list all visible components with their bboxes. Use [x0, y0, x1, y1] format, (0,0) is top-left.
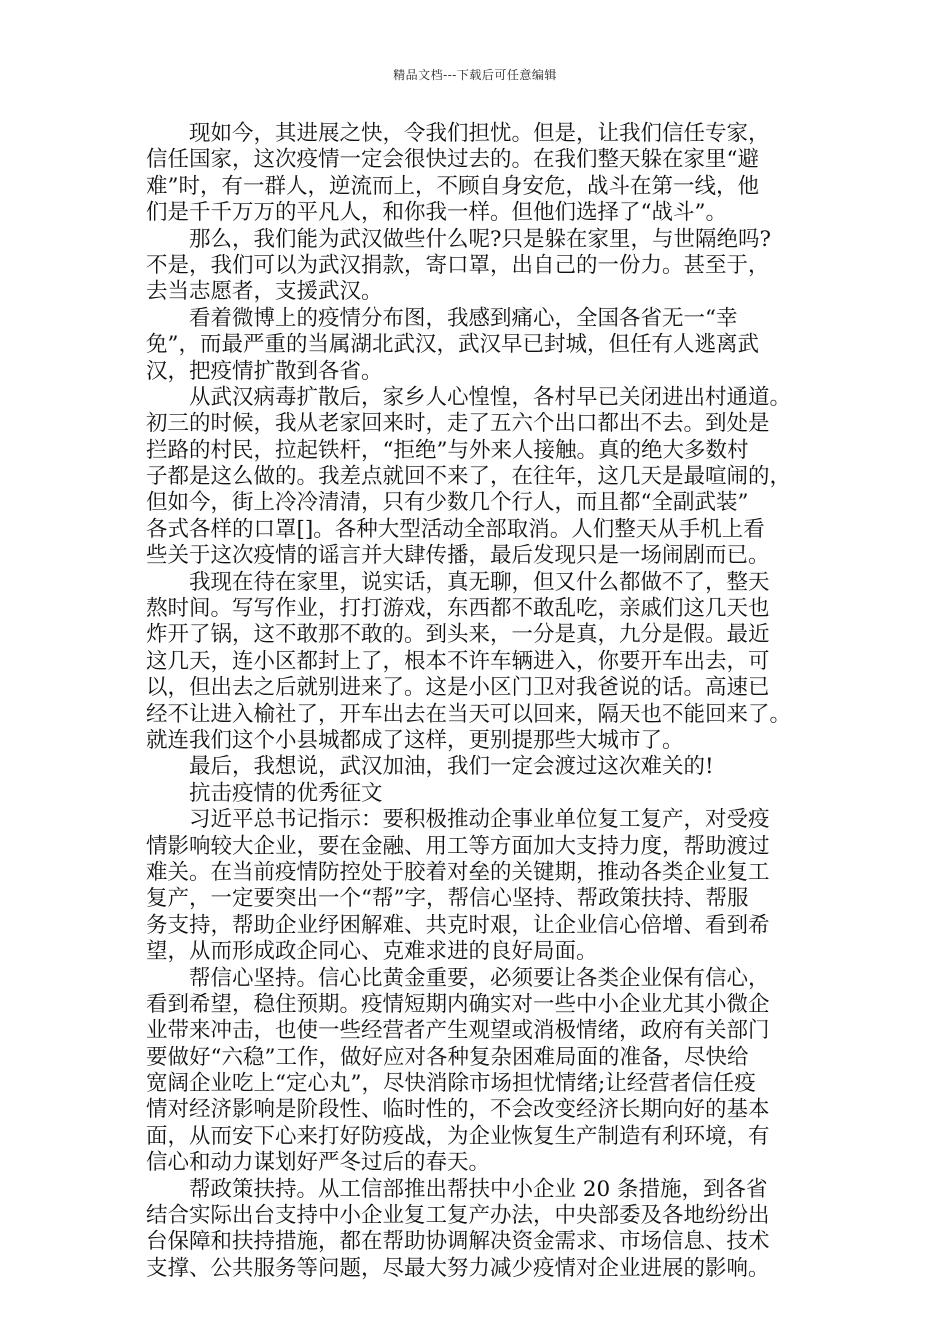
text-line: 这几天，连小区都封上了，根本不许车辆进入，你要开车出去，可 [146, 648, 770, 674]
text-line: 最后，我想说，武汉加油，我们一定会渡过这次难关的! [146, 754, 714, 780]
text-line: 支撑、公共服务等问题，尽最大努力减少疫情对企业进展的影响。 [146, 1255, 770, 1281]
text-line: 经不让进入榆社了，开车出去在当天可以回来，隔天也不能回来了。 [146, 701, 792, 727]
text-line: 们是千千万万的平凡人，和你我一样。但他们选择了“战斗”。 [146, 200, 727, 226]
text-line: 结合实际出台支持中小企业复工复产办法，中央部委及各地纷纷出 [146, 1203, 770, 1229]
text-line: 复产，一定要突出一个“帮”字，帮信心坚持、帮政策扶持、帮服 [146, 886, 749, 912]
document-body [146, 121, 822, 1282]
text-line: 我现在待在家里，说实话，真无聊，但又什么都做不了，整天 [146, 569, 770, 595]
text-line: 些关于这次疫情的谣言并大肆传播，最后发现只是一场闹剧而已。 [146, 543, 770, 569]
text-line: 信心和动力谋划好严冬过后的春天。 [146, 1150, 491, 1176]
text-line: 就连我们这个小县城都成了这样，更别提那些大城市了。 [146, 727, 684, 753]
text-line: 帮信心坚持。信心比黄金重要，必须要让各类企业保有信心， [146, 965, 770, 991]
text-line: 熬时间。写写作业，打打游戏，东西都不敢乱吃，亲戚们这几天也 [146, 596, 770, 622]
text-line: 不是，我们可以为武汉捐款，寄口罩，出自己的一份力。甚至于， [146, 252, 770, 278]
text-line: 台保障和扶持措施，都在帮助协调解决资金需求、市场信息、技术 [146, 1229, 770, 1255]
text-line: 从武汉病毒扩散后，家乡人心惶惶，各村早已关闭进出村通道。 [146, 384, 792, 410]
text-line: 各式各样的口罩[]。各种大型活动全部取消。人们整天从手机上看 [146, 516, 765, 542]
text-line: 情对经济影响是阶段性、临时性的，不会改变经济长期向好的基本 [146, 1097, 770, 1123]
text-line: 以，但出去之后就别进来了。这是小区门卫对我爸说的话。高速已 [146, 675, 770, 701]
text-line: 汉，把疫情扩散到各省。 [146, 358, 383, 384]
text-line: 但如今，街上冷冷清清，只有少数几个行人，而且都“全副武装” [146, 490, 749, 516]
text-line: 初三的时候，我从老家回来时，走了五六个出口都出不去。到处是 [146, 411, 770, 437]
text-line: 信任国家，这次疫情一定会很快过去的。在我们整天躲在家里“避 [146, 147, 759, 173]
text-line: 习近平总书记指示：要积极推动企事业单位复工复产，对受疫 [146, 807, 770, 833]
text-line: 子都是这么做的。我差点就回不来了，在往年，这几天是最喧闹的， [146, 464, 792, 490]
text-line: 要做好“六稳”工作，做好应对各种复杂困难局面的准备，尽快给 [146, 1044, 749, 1070]
text-line: 宽阔企业吃上“定心丸”，尽快消除市场担忧情绪;让经营者信任疫 [146, 1071, 756, 1097]
text-line: 看到希望，稳住预期。疫情短期内确实对一些中小企业尤其小微企 [146, 991, 770, 1017]
text-line: 情影响较大企业，要在金融、用工等方面加大支持力度，帮助渡过 [146, 833, 770, 859]
text-line: 拦路的村民，拉起铁杆，“拒绝”与外来人接触。真的绝大多数村 [146, 437, 749, 463]
text-line: 务支持，帮助企业纾困解难、共克时艰，让企业信心倍增、看到希 [146, 912, 770, 938]
text-line: 面，从而安下心来打好防疫战，为企业恢复生产制造有利环境，有 [146, 1123, 770, 1149]
section-title: 抗击疫情的优秀征文 [146, 780, 383, 806]
text-line: 望，从而形成政企同心、克难求进的良好局面。 [146, 939, 598, 965]
text-line: 那么，我们能为武汉做些什么呢?只是躲在家里，与世隔绝吗? [146, 226, 772, 252]
text-line: 免”，而最严重的当属湖北武汉，武汉早已封城，但任有人逃离武 [146, 332, 759, 358]
text-line: 帮政策扶持。从工信部推出帮扶中小企业 20 条措施，到各省 [146, 1176, 768, 1202]
text-line: 炸开了锅，这不敢那不敢的。到头来，一分是真，九分是假。最近 [146, 622, 770, 648]
text-line: 现如今，其进展之快，令我们担忧。但是，让我们信任专家， [146, 121, 770, 146]
text-line: 业带来冲击，也使一些经营者产生观望或消极情绪，政府有关部门 [146, 1018, 770, 1044]
text-line: 去当志愿者，支援武汉。 [146, 279, 383, 305]
text-line: 看着微博上的疫情分布图，我感到痛心，全国各省无一“幸 [146, 305, 738, 331]
page-header: 精品文档---下载后可任意编辑 [393, 68, 557, 82]
text-line: 难”时，有一群人，逆流而上，不顾自身安危，战斗在第一线，他 [146, 173, 759, 199]
text-line: 难关。在当前疫情防控处于胶着对垒的关键期，推动各类企业复工 [146, 859, 770, 885]
